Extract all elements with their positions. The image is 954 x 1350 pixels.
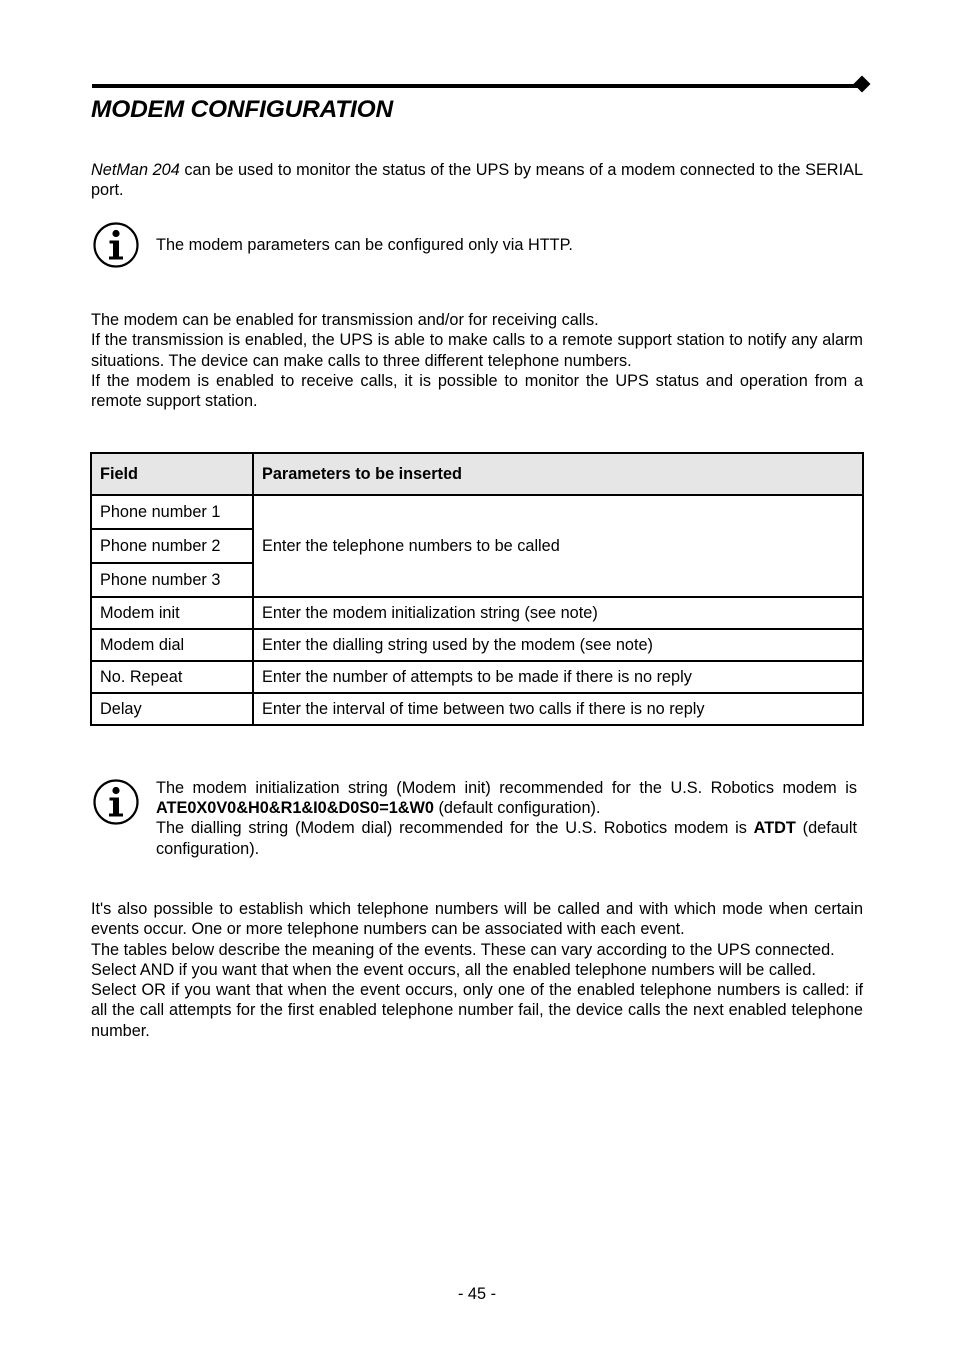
field-phone-1: Phone number 1 bbox=[91, 495, 253, 529]
table-row bbox=[91, 693, 863, 725]
table-row bbox=[91, 661, 863, 693]
enable-paragraph: If the modem is enabled to receive calls, it is possible to monitor the UPS status and operation from a remote support station. bbox=[91, 371, 863, 411]
field-modem-init: Modem init bbox=[91, 597, 253, 629]
note-init-string: The modem initialization string (Modem init) recommended for the U.S. Robotics modem is ATE0X0V0&H0&R1&I0&D0S0=1&W0 (default configuration). bbox=[156, 779, 857, 818]
enable-paragraphs bbox=[91, 310, 863, 411]
info-icon bbox=[93, 779, 139, 825]
events-paragraph: Select OR if you want that when the event occurs, only one of the enabled telephone numbers is called: if all the call attempts for the first enabled telephone number fail, the device calls the next enabled telephone number. bbox=[91, 981, 863, 1040]
note-dial-string: The dialling string (Modem dial) recommended for the U.S. Robotics modem is ATDT (default configuration). bbox=[156, 819, 857, 858]
field-modem-dial: Modem dial bbox=[91, 629, 253, 661]
intro-paragraph bbox=[91, 160, 863, 201]
desc-modem-dial: Enter the dialling string used by the modem (see note) bbox=[253, 629, 863, 661]
note-http-text: The modem parameters can be configured only via HTTP. bbox=[156, 236, 573, 254]
header-rule bbox=[92, 84, 858, 88]
events-paragraph: Select AND if you want that when the event occurs, all the enabled telephone numbers will be called. bbox=[91, 960, 816, 979]
field-no-repeat: No. Repeat bbox=[91, 661, 253, 693]
desc-delay: Enter the interval of time between two calls if there is no reply bbox=[253, 693, 863, 725]
rule-diamond-marker bbox=[854, 76, 871, 93]
table-row bbox=[91, 597, 863, 629]
note-modem-strings bbox=[156, 778, 857, 859]
table-row bbox=[91, 629, 863, 661]
page-title: MODEM CONFIGURATION bbox=[91, 96, 393, 123]
header-field: Field bbox=[91, 453, 253, 495]
dial-code: ATDT bbox=[753, 819, 796, 838]
desc-modem-init: Enter the modem initialization string (see note) bbox=[253, 597, 863, 629]
product-name: NetMan 204 bbox=[91, 161, 180, 179]
events-paragraph: The tables below describe the meaning of the events. These can vary according to the UPS connected. bbox=[91, 940, 835, 959]
header-parameters: Parameters to be inserted bbox=[253, 453, 863, 495]
page-number: - 45 - bbox=[457, 1285, 496, 1303]
enable-paragraph: The modem can be enabled for transmission and/or for receiving calls. bbox=[91, 311, 599, 329]
enable-paragraph: If the transmission is enabled, the UPS is able to make calls to a remote support station to notify any alarm situations. The device can make calls to three different telephone numbers. bbox=[91, 331, 863, 370]
events-paragraph: It's also possible to establish which telephone numbers will be called and with which mode when certain events occur. One or more telephone numbers can be associated with each event. bbox=[91, 900, 863, 939]
init-code: ATE0X0V0&H0&R1&I0&D0S0=1&W0 bbox=[156, 799, 434, 818]
field-delay: Delay bbox=[91, 693, 253, 725]
table-header-row bbox=[91, 453, 863, 495]
info-icon bbox=[93, 222, 139, 268]
field-phone-2: Phone number 2 bbox=[91, 529, 253, 563]
events-paragraphs bbox=[91, 899, 863, 1041]
phone-description: Enter the telephone numbers to be called bbox=[253, 495, 863, 597]
modem-parameters-table bbox=[90, 452, 864, 726]
intro-text: can be used to monitor the status of the UPS by means of a modem connected to the SERIAL port. bbox=[91, 161, 864, 200]
field-phone-3: Phone number 3 bbox=[91, 563, 253, 597]
note-http-only bbox=[156, 235, 857, 255]
desc-no-repeat: Enter the number of attempts to be made if there is no reply bbox=[253, 661, 863, 693]
table-row bbox=[91, 495, 863, 529]
